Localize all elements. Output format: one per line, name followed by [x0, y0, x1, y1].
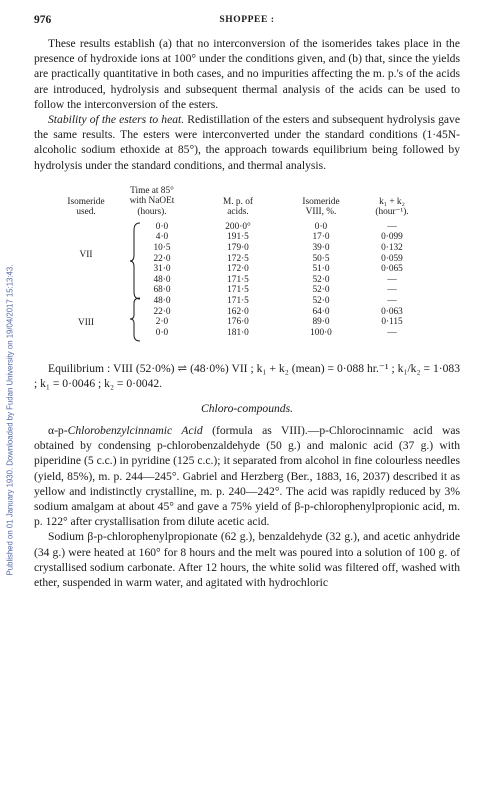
header-mp: M. p. of acids.: [223, 196, 253, 218]
header-isomeride-used: Isomeride used.: [67, 196, 105, 218]
header-k: k₁ + k₂ (hour⁻¹).: [375, 196, 409, 218]
section-heading: Chloro-compounds.: [201, 402, 293, 416]
table-cell: 52·0: [312, 295, 330, 306]
table-cell: —: [387, 221, 397, 232]
table-cell: 171·5: [227, 274, 249, 285]
table-cell: 172·0: [227, 264, 249, 275]
table-cell: 89·0: [312, 317, 330, 328]
table-cell: 0·099: [381, 232, 403, 243]
table-cell: 22·0: [153, 253, 171, 264]
compound-prefix: α-p-: [48, 424, 68, 438]
time-column: [138, 222, 186, 339]
table-cell: 0·115: [381, 317, 403, 328]
download-watermark: [2, 70, 18, 770]
table-cell: 162·0: [227, 306, 249, 317]
table-cell: 100·0: [310, 327, 332, 338]
stability-text: Redistillation of the esters and subsequent hydrolysis gave the same results. The esters were interconverted under the standard conditions (1·45N-alcoholic sodium ethoxide at 85°), the approach towards equilibrium being followed by hydrolysis under the standard conditions, and thermal analysis.: [34, 113, 460, 172]
table-cell: 0·0: [314, 221, 328, 232]
running-title: SHOPPEE :: [219, 15, 275, 25]
isomeride-viii-column: [290, 222, 352, 339]
table-cell: —: [387, 295, 397, 306]
mp-column: [208, 222, 268, 339]
page-number: 976: [34, 14, 52, 26]
table-cell: 68·0: [153, 285, 171, 296]
equilibrium-statement: Equilibrium : VIII (52·0%) ⇌ (48·0%) VII ; k₁ + k₂ (mean) = 0·088 hr.⁻¹ ; k₁/k₂ = 1·083 ; k₁ = 0·0046 ; k₂ = 0·0042.: [34, 361, 460, 391]
group-label-vii: VII: [79, 249, 93, 260]
table-cell: 64·0: [312, 306, 330, 317]
table-cell: 0·063: [381, 306, 403, 317]
table-cell: 39·0: [312, 243, 330, 254]
interconversion-table: [34, 176, 460, 353]
table-cell: 171·5: [227, 285, 249, 296]
table-cell: 52·0: [312, 285, 330, 296]
compound-name: Chlorobenzylcinnamic Acid: [67, 424, 203, 438]
table-cell: 0·065: [381, 264, 403, 275]
paragraph-stability: [34, 112, 460, 173]
table-cell: 22·0: [153, 306, 171, 317]
table-cell: 172·5: [227, 253, 249, 264]
paragraph-sodium: Sodium β-p-chlorophenylpropionate (62 g.), benzaldehyde (32 g.), and acetic anhydride (34 g.) were heated at 160° for 8 hours and the melt was poured into a solution of 100 g. of crystallised sodium carbonate. After 12 hours, the white solid was filtered off, washed with ether, suspended in warm water, and agitated with hydrochloric: [34, 530, 460, 590]
table-cell: 48·0: [153, 295, 171, 306]
paragraph-results: These results establish (a) that no interconversion of the isomerides takes place in the presence of hydroxide ions at 100° under the conditions given, and (b) that, since the yields are practically quantitative in both cases, and no impurities affecting the m. p.'s of the acids are introduced, hydrolysis and subsequent thermal analysis of the acids can be used to follow the interconversion of the esters.: [34, 37, 460, 111]
page: [34, 14, 460, 590]
table-cell: 181·0: [227, 327, 249, 338]
table-cell: 52·0: [312, 274, 330, 285]
table-cell: 48·0: [153, 274, 171, 285]
table-cell: 200·0°: [225, 221, 251, 232]
table-cell: 176·0: [227, 317, 249, 328]
table-cell: —: [387, 274, 397, 285]
table-cell: 0·0: [155, 221, 169, 232]
table-cell: 179·0: [227, 243, 249, 254]
table-cell: 50·5: [312, 253, 330, 264]
group-label-viii: VIII: [77, 317, 94, 328]
stability-heading: Stability of the esters to heat.: [48, 113, 185, 127]
table-cell: 0·132: [381, 243, 403, 254]
table-cell: —: [387, 327, 397, 338]
header-time: Time at 85° with NaOEt (hours).: [129, 185, 175, 217]
table-cell: —: [387, 285, 397, 296]
table-cell: 51·0: [312, 264, 330, 275]
table-cell: 4·0: [155, 232, 169, 243]
header-isomeride-viii: Isomeride VIII, %.: [302, 196, 340, 218]
table-cell: 0·0: [155, 327, 169, 338]
watermark-text: Published on 01 January 1930. Downloaded by Fudan University on 19/04/2017 15:13:43.: [5, 264, 15, 576]
page-header: [34, 14, 460, 36]
table-cell: 0·059: [381, 253, 403, 264]
table-cell: 17·0: [312, 232, 330, 243]
table-cell: 2·0: [155, 317, 169, 328]
table-cell: 31·0: [153, 264, 171, 275]
table-cell: 191·5: [227, 232, 249, 243]
k-column: [360, 222, 424, 339]
table-cell: 171·5: [227, 295, 249, 306]
table-cell: 10·5: [153, 243, 171, 254]
compound-text: (formula as VIII).—p-Chlorocinnamic acid was obtained by condensing p-chlorobenzaldehyde (50 g.) and malonic acid (37 g.) with piperidine (5 c.c.) in pyridine (125 c.c.); it separated from alcohol in fine colourless needles (yield, 85%), m. p. 244—245°. Gabriel and Herzberg (Ber., 1883, 16, 2037) described it as yellow and indistinctly crystalline, m. p. 240—242°. The acid was rapidly reduced by 3% sodium amalgam at about 45° and gave a 75% yield of β-p-chlorophenylpropionic acid, m. p. 122° after crystallisation from dilute acetic acid.: [34, 424, 460, 529]
paragraph-chlorobenzyl: [34, 423, 460, 529]
